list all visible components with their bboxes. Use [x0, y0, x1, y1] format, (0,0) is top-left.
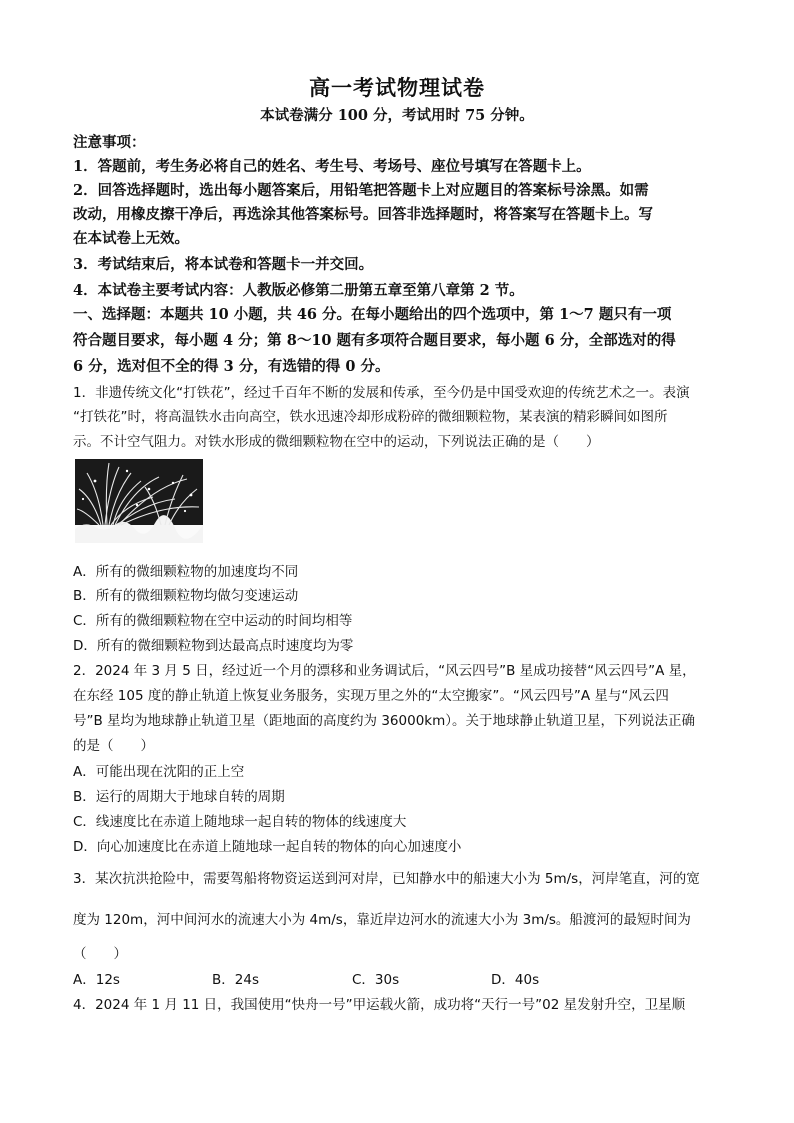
question-3-text: （ ）: [73, 946, 127, 962]
question-1-option-b: B．所有的微细颗粒物均做匀变速运动: [73, 588, 299, 604]
question-1-text: 示。不计空气阻力。对铁水形成的微细颗粒物在空中的运动，下列说法正确的是（ ）: [73, 434, 600, 450]
question-1-option-c: C．所有的微细颗粒物在空中运动的时间均相等: [73, 613, 353, 629]
question-2-text: 号”B 星均为地球静止轨道卫星（距地面的高度约为 36000km）。关于地球静止轨道卫星，下列说法正确: [73, 713, 696, 729]
exam-subtitle: 本试卷满分 100 分，考试用时 75 分钟。: [260, 107, 534, 124]
question-3-option-b: B．24s: [212, 972, 259, 988]
question-2-option-d: D．向心加速度比在赤道上随地球一起自转的物体的向心加速度小: [73, 839, 462, 855]
question-2-text: 在东经 105 度的静止轨道上恢复业务服务，实现万里之外的“太空搬家”。“风云四号”A 星与“风云四: [73, 688, 669, 704]
question-2-option-c: C．线速度比在赤道上随地球一起自转的物体的线速度大: [73, 814, 407, 830]
notes-line: 3．考试结束后，将本试卷和答题卡一并交回。: [73, 256, 374, 273]
notes-heading: 注意事项：: [73, 134, 146, 151]
question-1-text: 1．非遗传统文化“打铁花”，经过千百年不断的发展和传承，至今仍是中国受欢迎的传统艺术之一。表演: [73, 385, 690, 401]
question-2-option-b: B．运行的周期大于地球自转的周期: [73, 789, 285, 805]
question-4-text: 4．2024 年 1 月 11 日，我国使用“快舟一号”甲运载火箭，成功将“天行一号”02 星发射升空，卫星顺: [73, 997, 686, 1013]
question-2-text: 2．2024 年 3 月 5 日，经过近一个月的漂移和业务调试后，“风云四号”B 星成功接替“风云四号”A 星，: [73, 663, 696, 679]
question-1-option-d: D．所有的微细颗粒物到达最高点时速度均为零: [73, 638, 354, 654]
question-3-option-c: C．30s: [352, 972, 400, 988]
section-instructions-line: 符合题目要求，每小题 4 分；第 8～10 题有多项符合题目要求，每小题 6 分，全部选对的得: [73, 332, 676, 349]
notes-line: 1．答题前，考生务必将自己的姓名、考生号、考场号、座位号填写在答题卡上。: [73, 158, 591, 175]
section-instructions-line: 一、选择题：本题共 10 小题，共 46 分。在每小题给出的四个选项中，第 1～7 题只有一项: [73, 306, 672, 323]
exam-title: 高一考试物理试卷: [309, 75, 485, 100]
question-3-option-d: D．40s: [491, 972, 540, 988]
iron-flower-photo: [75, 459, 203, 543]
question-2-text: 的是（ ）: [73, 738, 154, 754]
notes-line: 改动，用橡皮擦干净后，再选涂其他答案标号。回答非选择题时，将答案写在答题卡上。写: [73, 206, 653, 223]
question-2-option-a: A．可能出现在沈阳的正上空: [73, 764, 245, 780]
section-instructions-line: 6 分，选对但不全的得 3 分，有选错的得 0 分。: [73, 358, 390, 375]
question-1-option-a: A．所有的微细颗粒物的加速度均不同: [73, 564, 299, 580]
notes-line: 2．回答选择题时，选出每小题答案后，用铅笔把答题卡上对应题目的答案标号涂黑。如需: [73, 182, 649, 199]
question-3-text: 度为 120m，河中间河水的流速大小为 4m/s，靠近岸边河水的流速大小为 3m/s。船渡河的最短时间为: [73, 912, 691, 928]
notes-line: 4．本试卷主要考试内容：人教版必修第二册第五章至第八章第 2 节。: [73, 282, 524, 299]
notes-line: 在本试卷上无效。: [73, 230, 189, 247]
question-3-option-a: A．12s: [73, 972, 120, 988]
question-3-text: 3．某次抗洪抢险中，需要驾船将物资运送到河对岸，已知静水中的船速大小为 5m/s，河岸笔直，河的宽: [73, 871, 700, 887]
question-1-text: “打铁花”时，将高温铁水击向高空，铁水迅速冷却形成粉碎的微细颗粒物，某表演的精彩瞬间如图所: [73, 409, 668, 425]
